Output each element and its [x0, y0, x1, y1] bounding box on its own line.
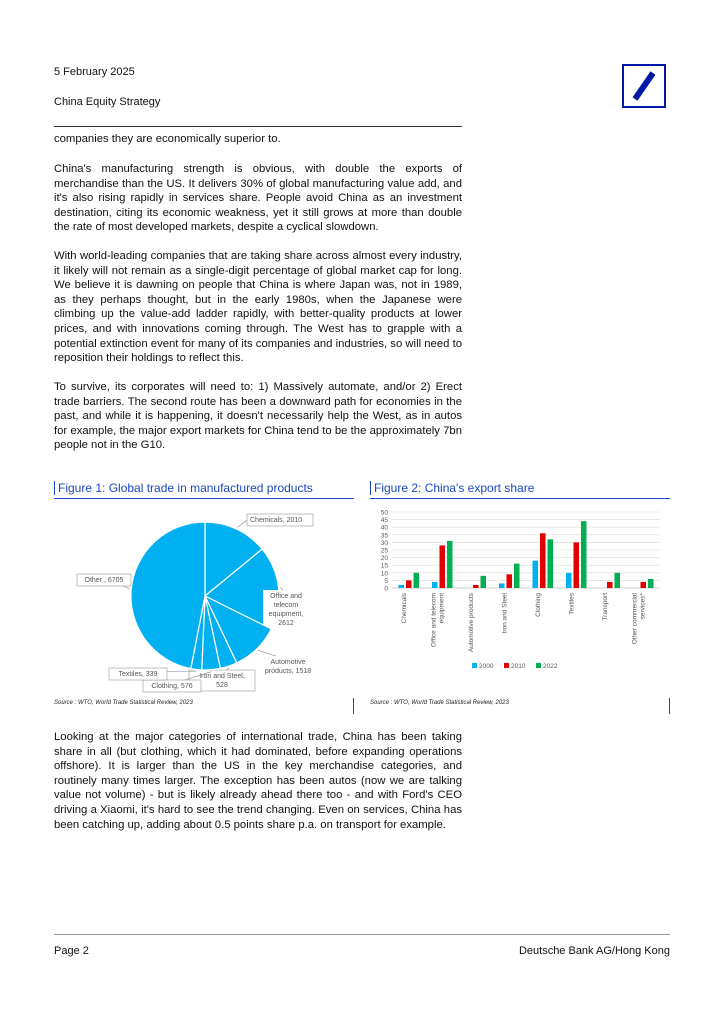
bar-iron-and-steel-2022	[514, 564, 520, 588]
report-date: 5 February 2025	[54, 66, 135, 78]
bar-office-and-telecom-equipment-2010	[440, 545, 446, 588]
figure2-source: Source : WTO, World Trade Statistical Review, 2023	[370, 700, 509, 706]
bar-x-tick-label: Chemicals	[400, 593, 408, 624]
bar-automotive-products-2010	[473, 585, 479, 588]
legend-label-2022: 2022	[543, 663, 558, 670]
bar-x-tick-label: Office and telecom	[430, 593, 438, 648]
pie-label-text: Office and	[270, 593, 302, 600]
page-number: Page 2	[54, 945, 89, 957]
pie-label-text: telecom	[273, 602, 299, 609]
bar-textiles-2010	[574, 542, 580, 588]
footer-rule	[54, 934, 670, 935]
pie-label-chemicals	[247, 514, 313, 526]
pie-label-other	[77, 574, 131, 586]
paragraph-world-leading: With world-leading companies that are taking share across almost every industry, it likely will not remain as a single-digit percentage of global market cap for long. We believe it is dawning on people that China is where Japan was, not in 1989, as they perhaps thought, but in the early 1980s, when the Japanese were climbing up the value-add ladder rapidly, with better-quality products at lower prices, and with innovations coming through. The West has to grapple with a potential extinction event for many of its companies and industries, so will need to reposition their holdings to reflect this.	[54, 250, 462, 365]
bar-chemicals-2022	[414, 573, 420, 588]
bar-x-tick-label: Iron and Steel	[501, 593, 509, 634]
pie-label-text: Other , 6705	[84, 577, 124, 584]
figure2-frame	[669, 698, 670, 714]
legend-label-2000: 2000	[479, 663, 494, 670]
pie-label-text: Automotive	[270, 659, 306, 666]
bar-iron-and-steel-2010	[507, 574, 513, 588]
logo-slash	[635, 73, 653, 99]
pie-slice-other	[131, 522, 205, 669]
pie-label-text: Chemicals, 2010	[250, 517, 303, 524]
bar-y-tick-label: 5	[384, 577, 388, 585]
bar-textiles-2022	[581, 521, 587, 588]
figure1-title: Figure 1: Global trade in manufactured products	[54, 481, 313, 495]
bar-y-tick-label: 30	[380, 539, 388, 547]
bar-clothing-2010	[540, 533, 546, 588]
pie-label-text: 528	[216, 682, 228, 689]
bar-y-tick-label: 15	[380, 562, 388, 570]
bar-y-tick-label: 20	[380, 555, 388, 563]
bar-y-tick-label: 0	[384, 585, 388, 593]
pie-label-text: equipment,	[268, 611, 304, 618]
bar-x-tick-label: Clothing	[534, 593, 542, 617]
bar-y-tick-label: 35	[380, 532, 388, 540]
bar-clothing-2000	[533, 561, 539, 588]
pie-label-clothing	[143, 680, 201, 692]
bar-chemicals-2010	[406, 580, 412, 588]
bar-x-tick-label: Automotive products	[467, 593, 475, 653]
bar-automotive-products-2022	[481, 576, 487, 588]
bar-y-tick-label: 45	[380, 517, 388, 525]
bar-office-and-telecom-equipment-2000	[432, 582, 438, 588]
legend-label-2010: 2010	[511, 663, 526, 670]
bar-other-commercial-services-2022	[648, 579, 654, 588]
figure2-title: Figure 2: China's export share	[370, 481, 534, 495]
header-rule	[54, 126, 462, 127]
pie-label-text: Iron and Steel,	[199, 673, 245, 680]
bar-chemicals-2000	[399, 585, 405, 588]
figure2-bar-chart	[370, 502, 668, 696]
bar-x-tick-label: Other commercial	[631, 593, 639, 645]
pie-label-text: 2612	[278, 620, 294, 627]
pie-label-text: products, 1518	[264, 668, 312, 675]
paragraph-intro: companies they are economically superior to.	[54, 133, 281, 145]
figure1-source: Source : WTO, World Trade Statistical Review, 2023	[54, 700, 193, 706]
legend-swatch-2000	[472, 663, 477, 668]
paragraph-manufacturing: China's manufacturing strength is obvious, with double the exports of merchandise than the US. It delivers 30% of global manufacturing value add, and it's also rising rapidly in services share. People avoid China as an investment destination, citing its economic weakness, yet it still grows at more than double the rate of most developed markets, despite a cyclical slowdown.	[54, 163, 462, 234]
pie-label-text: Textiles, 339	[118, 671, 158, 678]
bar-textiles-2000	[566, 573, 572, 588]
bar-x-tick-label: services*	[639, 593, 647, 620]
figure1-pie-chart	[54, 502, 352, 696]
pie-label-office-and-telecom-equipment	[263, 590, 309, 629]
pie-label-textiles	[109, 668, 167, 680]
legend-swatch-2022	[536, 663, 541, 668]
pie-label-automotive-products	[257, 656, 319, 677]
bar-office-and-telecom-equipment-2022	[447, 541, 453, 588]
bar-clothing-2022	[548, 539, 554, 588]
legend-swatch-2010	[504, 663, 509, 668]
bar-transport-2010	[607, 582, 613, 588]
footer-company: Deutsche Bank AG/Hong Kong	[518, 945, 670, 957]
bar-y-tick-label: 40	[380, 524, 388, 532]
figure2-rule	[370, 498, 670, 499]
bar-iron-and-steel-2000	[499, 583, 505, 588]
deutsche-bank-logo	[622, 64, 666, 108]
bar-y-tick-label: 50	[380, 509, 388, 517]
bar-x-tick-label: equipment	[438, 593, 446, 624]
paragraph-survive: To survive, its corporates will need to: 1) Massively automate, and/or 2) Erect trade barriers. The second route has been a downward path for economies in the past, and while it is happening, it doesn't necessarily help the West, as in autos for example, the major export markets for China tend to be the approximately 7bn people not in the G10.	[54, 381, 462, 452]
pie-label-text: Clothing, 576	[151, 683, 193, 690]
bar-transport-2022	[615, 573, 621, 588]
bar-y-tick-label: 10	[380, 570, 388, 578]
figure1-frame	[353, 698, 354, 714]
bar-x-tick-label: Textiles	[568, 593, 576, 615]
figure1-rule	[54, 498, 354, 499]
report-title: China Equity Strategy	[54, 96, 161, 108]
bar-x-tick-label: Transport	[601, 593, 609, 621]
paragraph-trade-categories: Looking at the major categories of international trade, China has been taking share in all (but clothing, which it had dominated, before expanding operations offshore). It is larger than the US in the key merchandise categories, and routinely many times larger. The exception has been autos (now we are talking value not volume) - but is likely already ahead there too - and with Ford's CEO driving a Xiaomi, it's hard to see the trend changing. Even on services, China has been catching up, adding about 0.5 points share p.a. on transport for example.	[54, 731, 462, 831]
bar-other-commercial-services-2010	[641, 582, 647, 588]
bar-y-tick-label: 25	[380, 547, 388, 555]
